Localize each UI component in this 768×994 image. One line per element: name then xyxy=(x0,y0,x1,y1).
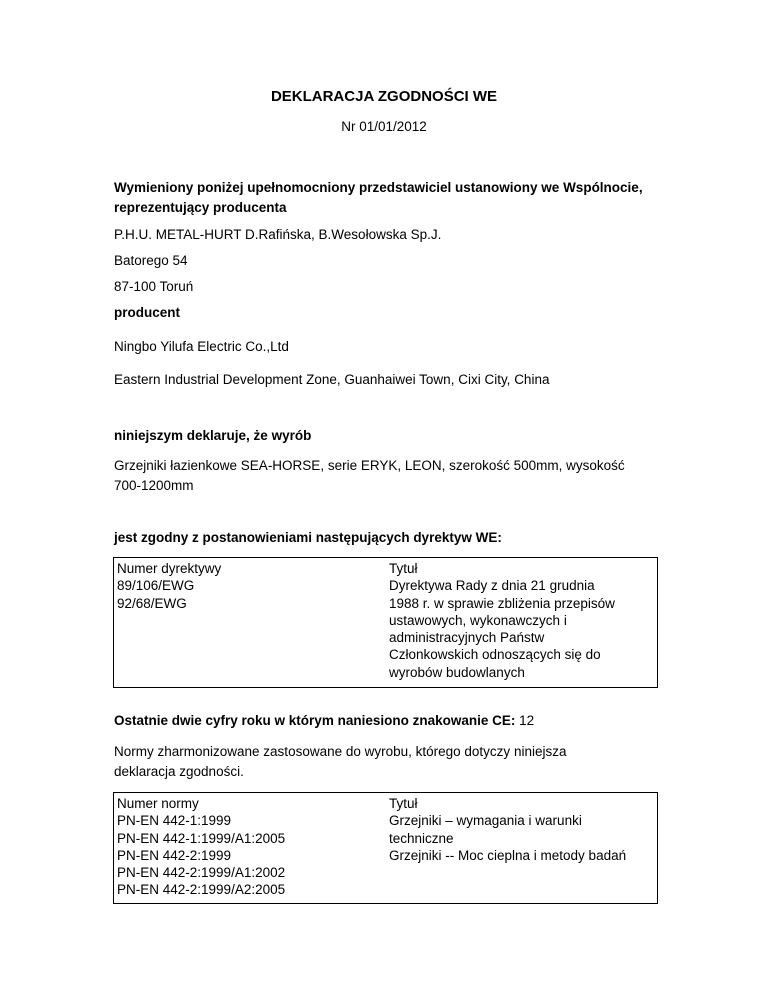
directives-col1-line: 89/106/EWG xyxy=(117,578,195,594)
directives-col2-line: Członkowskich odnoszących się do xyxy=(389,647,601,663)
norms-intro xyxy=(114,742,674,782)
directives-col1-line: 92/68/EWG xyxy=(117,595,187,611)
representative-heading xyxy=(114,178,674,218)
norms-table xyxy=(113,792,658,904)
directives-table xyxy=(113,557,658,688)
directives-col2-line: Dyrektywa Rady z dnia 21 grudnia xyxy=(389,578,595,594)
norms-col1-line: PN-EN 442-2:1999/A1:2002 xyxy=(117,865,286,881)
directives-col-title xyxy=(389,560,615,681)
ce-value: 12 xyxy=(515,713,535,728)
producer-name: Ningbo Yilufa Electric Co.,Ltd xyxy=(114,339,289,354)
norms-col1-line: PN-EN 442-1:1999/A1:2005 xyxy=(117,830,286,846)
representative-city: 87-100 Toruń xyxy=(114,279,194,294)
norms-col1-line: PN-EN 442-1:1999 xyxy=(117,813,232,829)
representative-name: P.H.U. METAL-HURT D.Rafińska, B.Wesołowska Sp.J. xyxy=(114,227,442,242)
representative-heading-line1: Wymieniony poniżej upełnomocniony przedstawiciel ustanowiony we Wspólnocie, xyxy=(114,180,643,195)
directives-col2-line: wyrobów budowlanych xyxy=(389,664,525,680)
producer-address: Eastern Industrial Development Zone, Guanhaiwei Town, Cixi City, China xyxy=(114,372,550,387)
directives-col-number xyxy=(117,560,221,612)
norms-col1-line: PN-EN 442-2:1999/A2:2005 xyxy=(117,882,286,898)
directives-col2-line: 1988 r. w sprawie zbliżenia przepisów xyxy=(389,595,615,611)
product-description xyxy=(114,456,674,496)
norms-col2-line: Grzejniki -- Moc cieplna i metody badań xyxy=(389,847,627,863)
producer-label: producent xyxy=(114,305,180,320)
directives-col2-line: administracyjnych Państw xyxy=(389,630,545,646)
norms-col-title xyxy=(389,795,626,864)
norms-col1-line: PN-EN 442-2:1999 xyxy=(117,847,232,863)
norms-line2: deklaracja zgodności. xyxy=(114,764,244,779)
document-number: Nr 01/01/2012 xyxy=(341,119,427,134)
product-line2: 700-1200mm xyxy=(114,478,194,493)
representative-street: Batorego 54 xyxy=(114,253,188,268)
ce-label: Ostatnie dwie cyfry roku w którym naniesiono znakowanie CE: xyxy=(114,713,516,728)
ce-marking-line xyxy=(114,711,674,731)
norms-col2-line: techniczne xyxy=(389,830,454,846)
norms-col2-line: Grzejniki – wymagania i warunki xyxy=(389,813,582,829)
norms-col-number xyxy=(117,795,285,899)
norms-col2-line: Tytuł xyxy=(389,796,418,811)
directives-col2-line: ustawowych, wykonawczych i xyxy=(389,612,567,628)
representative-heading-line2: reprezentujący producenta xyxy=(114,200,287,215)
declares-label: niniejszym deklaruje, że wyrób xyxy=(114,428,312,443)
norms-line1: Normy zharmonizowane zastosowane do wyrobu, którego dotyczy niniejsza xyxy=(114,744,567,759)
product-line1: Grzejniki łazienkowe SEA-HORSE, serie ERYK, LEON, szerokość 500mm, wysokość xyxy=(114,458,625,473)
norms-col1-line: Numer normy xyxy=(117,796,199,811)
document-title: DEKLARACJA ZGODNOŚCI WE xyxy=(270,88,498,105)
directives-col1-line: Numer dyrektywy xyxy=(117,561,222,576)
directives-heading: jest zgodny z postanowieniami następujących dyrektyw WE: xyxy=(114,530,502,545)
directives-col2-line: Tytuł xyxy=(389,561,418,576)
